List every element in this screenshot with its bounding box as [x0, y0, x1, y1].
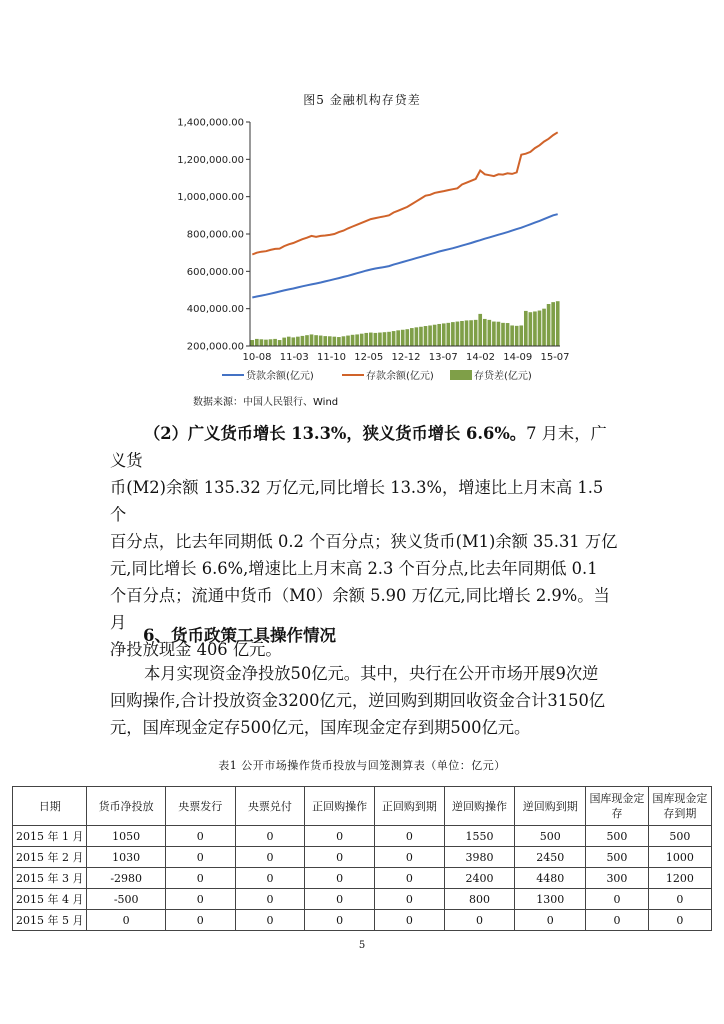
paragraph-line: 本月实现资金净投放50亿元。其中，央行在公开市场开展9次逆 [144, 664, 599, 683]
page-number: 5 [358, 940, 366, 951]
x-tick-label: 14-09 [503, 352, 533, 363]
table-cell: 0 [235, 826, 305, 847]
bar [378, 333, 382, 346]
table-row [13, 868, 712, 889]
paragraph-policy-ops [110, 660, 620, 741]
bar [387, 332, 391, 346]
table-cell: 800 [444, 889, 515, 910]
table-cell: 0 [165, 847, 235, 868]
bar [342, 336, 346, 346]
table-cell: 1050 [87, 826, 165, 847]
y-tick-label: 600,000.00 [186, 266, 244, 278]
bar [328, 336, 332, 346]
table-row [13, 910, 712, 931]
col-header: 国库现金定存到期 [648, 787, 711, 826]
table-header-row [13, 787, 712, 826]
x-tick-label: 12-05 [354, 352, 384, 363]
bar [314, 335, 318, 346]
table-cell: 0 [305, 826, 375, 847]
table-cell: 0 [586, 910, 649, 931]
table-cell: 0 [375, 847, 445, 868]
table-cell: 2450 [515, 847, 586, 868]
bar [542, 309, 546, 346]
bar [250, 340, 254, 346]
table-cell: 0 [305, 910, 375, 931]
bar [538, 311, 542, 346]
bar [515, 326, 519, 346]
bar [478, 314, 482, 346]
x-tick-label: 13-07 [428, 352, 458, 363]
col-header: 正回购操作 [305, 787, 375, 826]
table-cell: 0 [87, 910, 165, 931]
x-tick-label: 11-10 [316, 352, 347, 363]
series-line [252, 214, 557, 297]
bar [351, 335, 355, 346]
bar [551, 302, 555, 346]
x-tick-label: 12-12 [391, 352, 421, 363]
legend-label: 贷款余额(亿元) [246, 371, 314, 382]
bar [355, 334, 359, 346]
paragraph-line: 7 月末，广义货 [110, 424, 607, 470]
paragraph-line: 币(M2)余额 135.32 万亿元,同比增长 13.3%，增速比上月末高 1.5 个 [110, 478, 604, 524]
bar [415, 327, 419, 346]
paragraph-line: 净投放现金 406 亿元。 [110, 640, 282, 659]
bar [469, 320, 473, 346]
col-header: 日期 [13, 787, 87, 826]
col-header: 正回购到期 [375, 787, 445, 826]
bar [410, 328, 414, 346]
table-cell: -2980 [87, 868, 165, 889]
x-tick-label: 10-08 [242, 352, 272, 363]
chart-legend [222, 369, 532, 382]
col-header: 央票兑付 [235, 787, 305, 826]
col-header: 逆回购操作 [444, 787, 515, 826]
bar [492, 322, 496, 346]
bar [442, 323, 446, 346]
line-series [252, 132, 557, 297]
y-axis [177, 118, 250, 353]
bar [465, 320, 469, 346]
legend-label: 存款余额(亿元) [366, 371, 434, 382]
bar [273, 339, 277, 346]
data-source-note: 数据来源：中国人民银行、Wind [193, 397, 339, 408]
table-cell: 0 [165, 868, 235, 889]
bar [260, 339, 264, 346]
bar [556, 301, 560, 346]
bar [278, 340, 282, 346]
table-cell: 0 [165, 889, 235, 910]
paragraph-line: 元,同比增长 6.6%,增速比上月末高 2.3 个百分点,比去年同期低 0.1 [110, 559, 598, 578]
table-cell: 0 [305, 847, 375, 868]
bar [510, 325, 514, 346]
table-cell: 0 [375, 826, 445, 847]
bar [360, 334, 364, 346]
bar [364, 333, 368, 346]
table-cell: 4480 [515, 868, 586, 889]
series-line [252, 132, 557, 254]
bar [506, 323, 510, 346]
table-title: 表1 公开市场操作货币投放与回笼测算表（单位：亿元） [218, 759, 506, 772]
bar [296, 337, 300, 346]
paragraph-line: 元，国库现金定存500亿元，国库现金定存到期500亿元。 [110, 718, 531, 737]
table-cell: 1200 [648, 868, 711, 889]
bar [337, 337, 341, 346]
bar [396, 330, 400, 346]
table-cell: 500 [586, 847, 649, 868]
bar [310, 334, 314, 346]
table-cell-date: 2015 年 3 月 [13, 868, 87, 889]
bar [433, 325, 437, 346]
table-cell-date: 2015 年 1 月 [13, 826, 87, 847]
bar [369, 333, 373, 346]
bar [255, 339, 259, 346]
bar [428, 325, 432, 346]
figure-title: 图5 金融机构存贷差 [303, 93, 421, 107]
col-header: 央票发行 [165, 787, 235, 826]
open-market-table [12, 786, 712, 931]
table-cell: 0 [375, 889, 445, 910]
table-cell: 1030 [87, 847, 165, 868]
bar [524, 311, 528, 346]
paragraph-line: 个百分点；流通中货币（M0）余额 5.90 万亿元,同比增长 2.9%。当月 [110, 586, 610, 632]
x-tick-label: 14-02 [465, 352, 496, 363]
table-cell: 300 [586, 868, 649, 889]
bar [488, 320, 492, 346]
paragraph-lead: （2）广义货币增长 13.3%，狭义货币增长 6.6%。 [144, 424, 527, 443]
bar [419, 327, 423, 346]
table-cell: 500 [648, 826, 711, 847]
table-cell-date: 2015 年 4 月 [13, 889, 87, 910]
table-row [13, 826, 712, 847]
table-cell: 1300 [515, 889, 586, 910]
table-cell: 0 [235, 910, 305, 931]
legend-label: 存贷差(亿元) [474, 371, 532, 382]
bar [456, 322, 460, 346]
table-cell: 1550 [444, 826, 515, 847]
y-tick-label: 400,000.00 [186, 304, 244, 316]
table-cell: 3980 [444, 847, 515, 868]
bar [383, 332, 387, 346]
table-cell: 0 [375, 868, 445, 889]
legend-swatch [450, 370, 472, 380]
bar [501, 323, 505, 346]
bar [374, 333, 378, 346]
table-cell: 0 [648, 910, 711, 931]
y-tick-label: 200,000.00 [186, 341, 244, 353]
bar [392, 331, 396, 346]
bar [460, 321, 464, 346]
table-cell: 0 [375, 910, 445, 931]
bar [291, 337, 295, 346]
col-header: 货币净投放 [87, 787, 165, 826]
bar [287, 337, 291, 346]
table-cell: 2400 [444, 868, 515, 889]
table-cell: 0 [305, 889, 375, 910]
y-tick-label: 1,000,000.00 [177, 192, 244, 204]
table-cell-date: 2015 年 5 月 [13, 910, 87, 931]
bar [533, 311, 537, 346]
col-header: 逆回购到期 [515, 787, 586, 826]
table-cell: 0 [444, 910, 515, 931]
table-row [13, 889, 712, 910]
table-cell: 1000 [648, 847, 711, 868]
bar [547, 304, 551, 346]
bar [405, 329, 409, 346]
bar [437, 324, 441, 346]
bar [519, 325, 523, 346]
paragraph-line: 百分点，比去年同期低 0.2 个百分点；狭义货币(M1)余额 35.31 万亿 [110, 532, 618, 551]
deposit-loan-chart [160, 110, 580, 385]
table-cell: 0 [235, 868, 305, 889]
bar [301, 336, 305, 346]
bar-series [250, 301, 559, 346]
table-cell: 500 [515, 826, 586, 847]
bar [446, 323, 450, 346]
y-tick-label: 800,000.00 [186, 229, 244, 241]
bar [401, 330, 405, 346]
table-cell: 0 [305, 868, 375, 889]
table-cell: 0 [586, 889, 649, 910]
section-heading: 6、货币政策工具操作情况 [143, 626, 336, 645]
x-axis [242, 346, 569, 363]
y-tick-label: 1,200,000.00 [177, 154, 244, 166]
y-tick-label: 1,400,000.00 [177, 117, 244, 129]
table-cell: 0 [165, 910, 235, 931]
table-cell: 0 [515, 910, 586, 931]
table-cell: 0 [648, 889, 711, 910]
bar [451, 322, 455, 346]
table-cell: 0 [235, 847, 305, 868]
bar [474, 320, 478, 346]
paragraph-line: 回购操作,合计投放资金3200亿元，逆回购到期回收资金合计3150亿 [110, 691, 606, 710]
table-cell: 0 [235, 889, 305, 910]
bar [305, 335, 309, 346]
x-tick-label: 11-03 [279, 352, 309, 363]
table-row [13, 847, 712, 868]
bar [529, 312, 533, 346]
col-header: 国库现金定存 [586, 787, 649, 826]
bar [323, 336, 327, 346]
table-cell: 0 [165, 826, 235, 847]
bar [282, 338, 286, 346]
bar [424, 326, 428, 346]
table-cell: -500 [87, 889, 165, 910]
bar [346, 336, 350, 346]
table-cell-date: 2015 年 2 月 [13, 847, 87, 868]
bar [264, 340, 268, 346]
bar [269, 339, 273, 346]
bar [497, 322, 501, 346]
x-tick-label: 15-07 [540, 352, 570, 363]
bar [483, 319, 487, 346]
bar [319, 336, 323, 346]
bar [333, 337, 337, 346]
table-cell: 500 [586, 826, 649, 847]
